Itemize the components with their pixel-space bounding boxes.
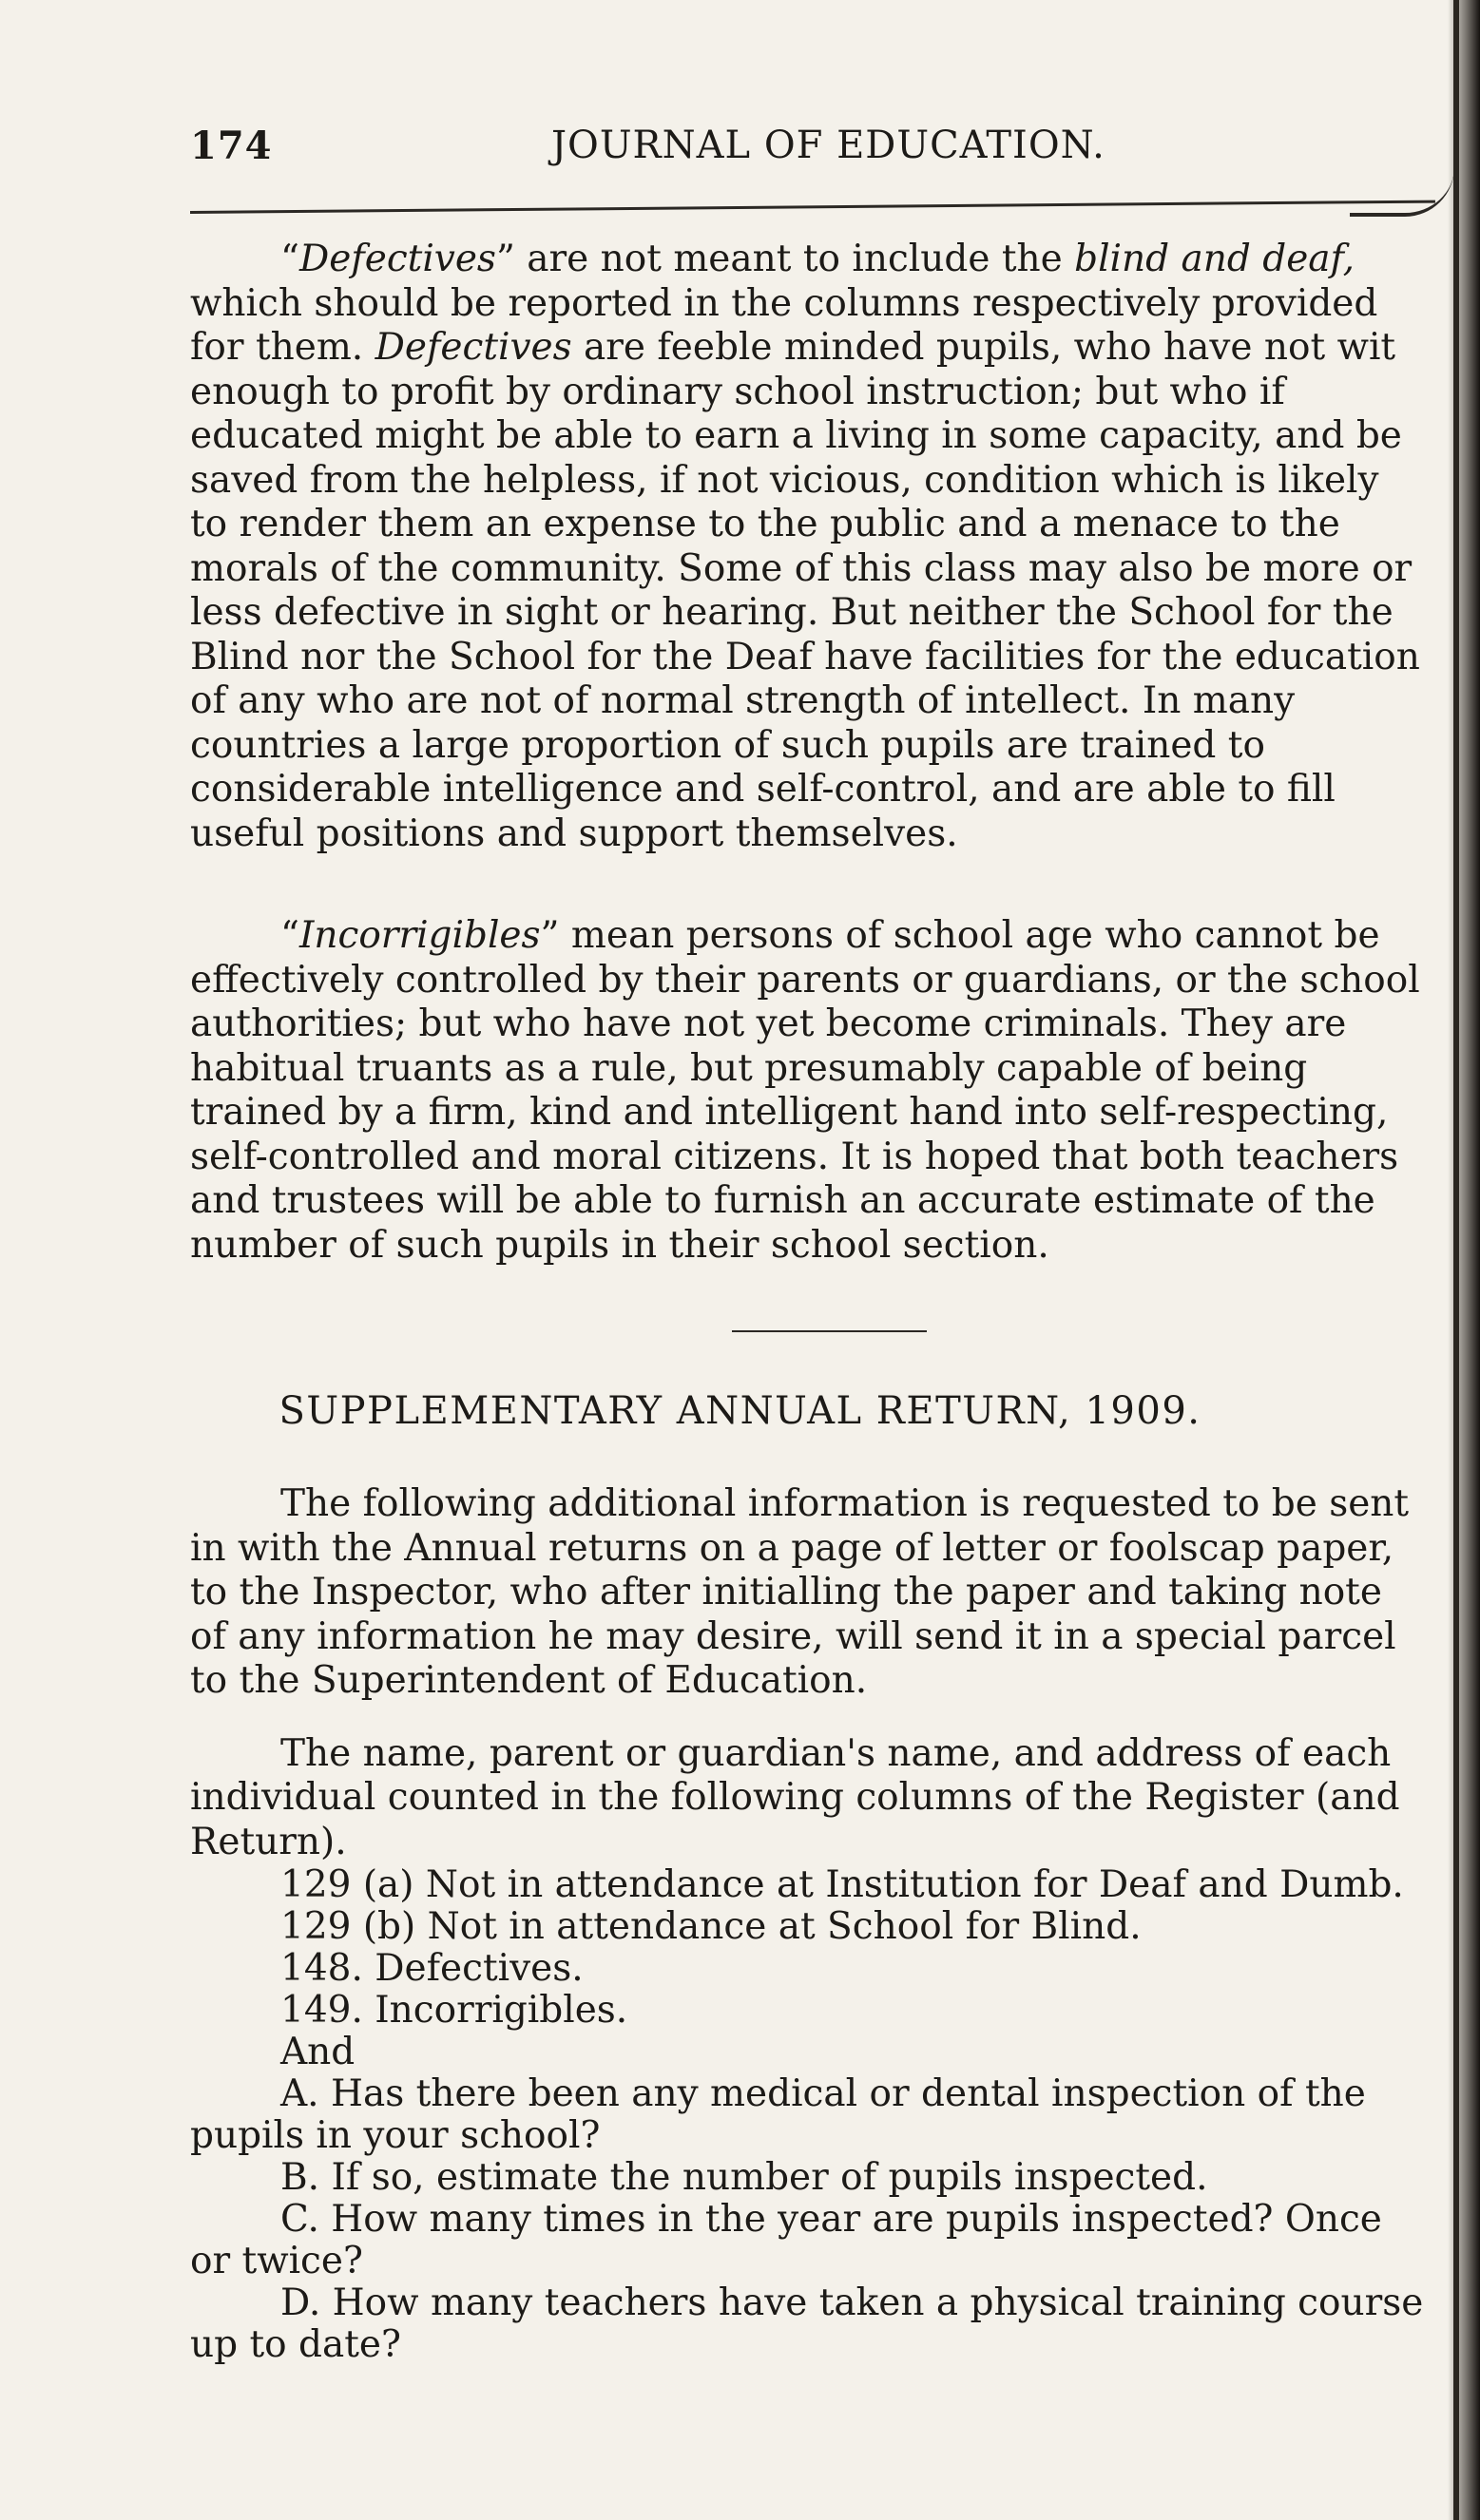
names-paragraph: The name, parent or guardian's name, and address of each individual counted in the following columns of the Register (and Return). [190, 1731, 1400, 1863]
list-item: 129 (a) Not in attendance at Institution for Deaf and Dumb. [280, 1863, 1404, 1906]
section-divider [732, 1330, 927, 1332]
defectives-section [190, 238, 1426, 856]
question-c: C. How many times in the year are pupils inspected? Once or twice? [190, 2198, 1382, 2282]
question-a: A. Has there been any medical or dental inspection of the pupils in your school? [190, 2072, 1366, 2157]
page-number: 174 [190, 124, 273, 168]
header-rule [190, 200, 1435, 214]
list-item: And [280, 2031, 356, 2073]
intro-paragraph: The following additional information is requested to be sent in with the Annual returns on a page of letter or foolscap paper, to the Inspector, who after initialling the paper and taking note of any information he may desire, will send it in a special parcel to the Superintendent of Education. [190, 1482, 1410, 1702]
incorrigibles-paragraph: “Incorrigibles” mean persons of school age who cannot be effectively controlled by their parents or guardians, or the school authorities; but who have not yet become criminals. They are habitual truants as a rule, but presumably capable of being trained by a firm, kind and intelligent hand into self-respecting, self-controlled and moral citizens. It is hoped that both teachers and trustees will be able to furnish an accurate estimate of the number of such pupils in their school section. [190, 914, 1420, 1267]
defectives-body-2: are feeble minded pupils, who have not wit enough to profit by ordinary school instruction; but who if educated might be able to earn a living in some capacity, and be saved from the helpless, if not vicious, condition which is likely to render them an expense to the public and a menace to the morals of the community. Some of this class may also be more or less defective in sight or hearing. But neither the School for the Blind nor the School for the Deaf have facilities for the education of any who are not of normal strength of intellect. In many countries a large proportion of such pupils are trained to considerable intelligence and self-control, and are able to fill useful positions and support themselves. [190, 326, 1420, 855]
defectives-term-2: Defectives [375, 326, 572, 369]
header-rule-curl [1350, 167, 1454, 217]
list-item: 149. Incorrigibles. [280, 1989, 628, 2032]
defectives-term: Defectives [298, 238, 496, 280]
defectives-lead: are not meant to include the [514, 238, 1075, 280]
incorrigibles-term: Incorrigibles [298, 914, 541, 957]
defectives-body-1: which should be reported in the columns respectively provided for them. [190, 281, 1378, 369]
running-title: JOURNAL OF EDUCATION. [551, 124, 1105, 167]
question-d: D. How many teachers have taken a physical training course up to date? [190, 2281, 1424, 2366]
list-item: 148. Defectives. [280, 1947, 584, 1990]
page-header [190, 124, 1426, 181]
incorrigibles-body: mean persons of school age who cannot be effectively controlled by their parents or guardians, or the school authorities; but who have not yet become criminals. They are habitual truants as a rule, but presumably capable of being trained by a firm, kind and intelligent hand into self-respecting, self-controlled and moral citizens. It is hoped that both teachers and trustees will be able to furnish an accurate estimate of the number of such pupils in their school section. [190, 914, 1420, 1267]
binding-edge [1453, 0, 1459, 2520]
supplementary-section [190, 1482, 1426, 2366]
blind-and-deaf-term: blind and deaf, [1074, 238, 1355, 280]
list-item: 129 (b) Not in attendance at School for Blind. [280, 1905, 1142, 1948]
question-b: B. If so, estimate the number of pupils inspected. [280, 2156, 1208, 2199]
incorrigibles-section [190, 914, 1426, 1268]
defectives-paragraph: “Defectives” are not meant to include the blind and deaf, which should be reported in the columns respectively provided for them. Defectives are feeble minded pupils, who have not wit enough to profit by ordinary school instruction; but who if educated might be able to earn a living in some capacity, and be saved from the helpless, if not vicious, condition which is likely to render them an expense to the public and a menace to the morals of the community. Some of this class may also be more or less defective in sight or hearing. But neither the School for the Blind nor the School for the Deaf have facilities for the education of any who are not of normal strength of intellect. In many countries a large proportion of such pupils are trained to considerable intelligence and self-control, and are able to fill useful positions and support themselves. [190, 238, 1420, 855]
section-title: SUPPLEMENTARY ANNUAL RETURN, 1909. [279, 1389, 1201, 1433]
